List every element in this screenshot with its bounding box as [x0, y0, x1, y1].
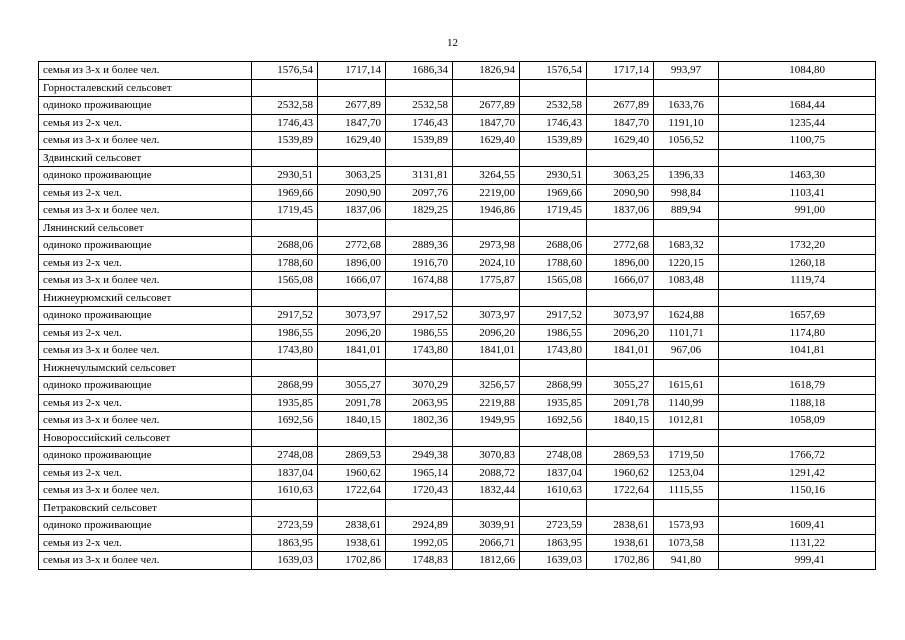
empty-cell — [386, 149, 453, 167]
value-cell: 1666,07 — [318, 272, 386, 290]
value-cell: 1743,80 — [520, 342, 587, 360]
value-cell: 1986,55 — [386, 324, 453, 342]
value-cell: 1666,07 — [587, 272, 654, 290]
value-cell: 3070,83 — [453, 447, 520, 465]
table-row — [39, 184, 876, 202]
value-cell: 1829,25 — [386, 202, 453, 220]
row-label: семья из 2-х чел. — [39, 254, 252, 272]
empty-cell — [252, 149, 318, 167]
value-cell: 1633,76 — [654, 97, 719, 115]
value-cell: 1463,30 — [719, 167, 876, 185]
table-row — [39, 342, 876, 360]
value-cell: 1837,06 — [587, 202, 654, 220]
value-cell: 1253,04 — [654, 464, 719, 482]
value-cell: 2677,89 — [318, 97, 386, 115]
value-cell: 1896,00 — [587, 254, 654, 272]
empty-cell — [453, 499, 520, 517]
value-cell: 2748,08 — [520, 447, 587, 465]
value-cell: 1683,32 — [654, 237, 719, 255]
value-cell: 1717,14 — [587, 62, 654, 80]
value-cell: 1629,40 — [318, 132, 386, 150]
value-cell: 2917,52 — [252, 307, 318, 325]
empty-cell — [252, 79, 318, 97]
value-cell: 1692,56 — [520, 412, 587, 430]
value-cell: 1260,18 — [719, 254, 876, 272]
empty-cell — [587, 149, 654, 167]
page-number: 12 — [447, 37, 458, 49]
value-cell: 1840,15 — [318, 412, 386, 430]
value-cell: 1938,61 — [318, 534, 386, 552]
section-label: Лянинский сельсовет — [39, 219, 252, 237]
value-cell: 3264,55 — [453, 167, 520, 185]
value-cell: 2532,58 — [520, 97, 587, 115]
value-cell: 1847,70 — [318, 114, 386, 132]
value-cell: 1083,48 — [654, 272, 719, 290]
empty-cell — [719, 79, 876, 97]
table-row — [39, 552, 876, 570]
value-cell: 1624,88 — [654, 307, 719, 325]
value-cell: 1717,14 — [318, 62, 386, 80]
value-cell: 1702,86 — [587, 552, 654, 570]
empty-cell — [654, 429, 719, 447]
table-row — [39, 167, 876, 185]
value-cell: 1841,01 — [587, 342, 654, 360]
value-cell: 1610,63 — [252, 482, 318, 500]
value-cell: 1686,34 — [386, 62, 453, 80]
value-cell: 1639,03 — [520, 552, 587, 570]
empty-cell — [520, 149, 587, 167]
value-cell: 2219,00 — [453, 184, 520, 202]
value-cell: 1539,89 — [520, 132, 587, 150]
value-cell: 1986,55 — [252, 324, 318, 342]
value-cell: 1896,00 — [318, 254, 386, 272]
table-row — [39, 272, 876, 290]
table-row — [39, 202, 876, 220]
value-cell: 1615,61 — [654, 377, 719, 395]
value-cell: 1837,04 — [520, 464, 587, 482]
table-row — [39, 482, 876, 500]
row-label: семья из 2-х чел. — [39, 324, 252, 342]
empty-cell — [453, 219, 520, 237]
value-cell: 1812,66 — [453, 552, 520, 570]
row-label: семья из 2-х чел. — [39, 394, 252, 412]
value-cell: 2869,53 — [587, 447, 654, 465]
value-cell: 999,41 — [719, 552, 876, 570]
value-cell: 2096,20 — [453, 324, 520, 342]
value-cell: 1826,94 — [453, 62, 520, 80]
value-cell: 1618,79 — [719, 377, 876, 395]
value-cell: 941,80 — [654, 552, 719, 570]
value-cell: 2869,53 — [318, 447, 386, 465]
value-cell: 889,94 — [654, 202, 719, 220]
value-cell: 2917,52 — [386, 307, 453, 325]
section-label: Горносталевский сельсовет — [39, 79, 252, 97]
value-cell: 1746,43 — [520, 114, 587, 132]
empty-cell — [386, 219, 453, 237]
empty-cell — [318, 79, 386, 97]
value-cell: 2091,78 — [318, 394, 386, 412]
row-label: семья из 3-х и более чел. — [39, 412, 252, 430]
empty-cell — [318, 359, 386, 377]
value-cell: 1174,80 — [719, 324, 876, 342]
value-cell: 1573,93 — [654, 517, 719, 535]
section-label: Нижнеурюмский сельсовет — [39, 289, 252, 307]
value-cell: 2868,99 — [520, 377, 587, 395]
value-cell: 1674,88 — [386, 272, 453, 290]
row-label: одиноко проживающие — [39, 517, 252, 535]
empty-cell — [587, 499, 654, 517]
value-cell: 1935,85 — [252, 394, 318, 412]
tariff-table — [38, 61, 876, 570]
empty-cell — [654, 289, 719, 307]
empty-cell — [386, 359, 453, 377]
empty-cell — [318, 429, 386, 447]
empty-cell — [654, 219, 719, 237]
empty-cell — [318, 499, 386, 517]
table-row — [39, 132, 876, 150]
value-cell: 1969,66 — [252, 184, 318, 202]
value-cell: 1960,62 — [587, 464, 654, 482]
value-cell: 1720,43 — [386, 482, 453, 500]
value-cell: 1719,45 — [252, 202, 318, 220]
value-cell: 1692,56 — [252, 412, 318, 430]
value-cell: 1291,42 — [719, 464, 876, 482]
value-cell: 3070,29 — [386, 377, 453, 395]
empty-cell — [719, 429, 876, 447]
value-cell: 1719,45 — [520, 202, 587, 220]
value-cell: 1191,10 — [654, 114, 719, 132]
value-cell: 2748,08 — [252, 447, 318, 465]
value-cell: 2066,71 — [453, 534, 520, 552]
value-cell: 1863,95 — [520, 534, 587, 552]
row-label: одиноко проживающие — [39, 167, 252, 185]
empty-cell — [719, 289, 876, 307]
section-header-row — [39, 359, 876, 377]
row-label: семья из 2-х чел. — [39, 114, 252, 132]
value-cell: 2924,89 — [386, 517, 453, 535]
section-label: Нижнечулымский сельсовет — [39, 359, 252, 377]
section-header-row — [39, 149, 876, 167]
table-row — [39, 464, 876, 482]
value-cell: 1788,60 — [520, 254, 587, 272]
empty-cell — [386, 499, 453, 517]
table-row — [39, 324, 876, 342]
value-cell: 2889,36 — [386, 237, 453, 255]
row-label: семья из 3-х и более чел. — [39, 552, 252, 570]
empty-cell — [520, 359, 587, 377]
value-cell: 1722,64 — [587, 482, 654, 500]
empty-cell — [318, 289, 386, 307]
empty-cell — [654, 499, 719, 517]
value-cell: 1746,43 — [386, 114, 453, 132]
value-cell: 3039,91 — [453, 517, 520, 535]
value-cell: 1837,04 — [252, 464, 318, 482]
value-cell: 2688,06 — [520, 237, 587, 255]
value-cell: 2097,76 — [386, 184, 453, 202]
value-cell: 2096,20 — [587, 324, 654, 342]
value-cell: 3131,81 — [386, 167, 453, 185]
value-cell: 1576,54 — [252, 62, 318, 80]
value-cell: 3063,25 — [587, 167, 654, 185]
table-row — [39, 237, 876, 255]
row-label: одиноко проживающие — [39, 307, 252, 325]
value-cell: 1960,62 — [318, 464, 386, 482]
value-cell: 2090,90 — [318, 184, 386, 202]
value-cell: 1576,54 — [520, 62, 587, 80]
empty-cell — [386, 79, 453, 97]
empty-cell — [318, 219, 386, 237]
value-cell: 1766,72 — [719, 447, 876, 465]
value-cell: 1056,52 — [654, 132, 719, 150]
value-cell: 1992,05 — [386, 534, 453, 552]
empty-cell — [453, 289, 520, 307]
section-header-row — [39, 79, 876, 97]
value-cell: 2930,51 — [252, 167, 318, 185]
row-label: семья из 3-х и более чел. — [39, 132, 252, 150]
value-cell: 2772,68 — [587, 237, 654, 255]
empty-cell — [719, 219, 876, 237]
value-cell: 1788,60 — [252, 254, 318, 272]
value-cell: 2219,88 — [453, 394, 520, 412]
empty-cell — [520, 289, 587, 307]
empty-cell — [520, 429, 587, 447]
value-cell: 1140,99 — [654, 394, 719, 412]
value-cell: 1150,16 — [719, 482, 876, 500]
value-cell: 1565,08 — [520, 272, 587, 290]
empty-cell — [654, 79, 719, 97]
value-cell: 1041,81 — [719, 342, 876, 360]
value-cell: 1539,89 — [252, 132, 318, 150]
row-label: одиноко проживающие — [39, 447, 252, 465]
value-cell: 1746,43 — [252, 114, 318, 132]
value-cell: 1837,06 — [318, 202, 386, 220]
value-cell: 1938,61 — [587, 534, 654, 552]
value-cell: 1832,44 — [453, 482, 520, 500]
row-label: семья из 3-х и более чел. — [39, 342, 252, 360]
value-cell: 1969,66 — [520, 184, 587, 202]
empty-cell — [654, 149, 719, 167]
row-label: семья из 3-х и более чел. — [39, 272, 252, 290]
value-cell: 3055,27 — [318, 377, 386, 395]
row-label: одиноко проживающие — [39, 377, 252, 395]
empty-cell — [654, 359, 719, 377]
value-cell: 993,97 — [654, 62, 719, 80]
value-cell: 1629,40 — [587, 132, 654, 150]
empty-cell — [587, 219, 654, 237]
empty-cell — [719, 149, 876, 167]
value-cell: 2949,38 — [386, 447, 453, 465]
empty-cell — [252, 429, 318, 447]
value-cell: 2688,06 — [252, 237, 318, 255]
table-row — [39, 534, 876, 552]
value-cell: 2677,89 — [453, 97, 520, 115]
value-cell: 1657,69 — [719, 307, 876, 325]
value-cell: 2091,78 — [587, 394, 654, 412]
value-cell: 1743,80 — [386, 342, 453, 360]
value-cell: 3256,57 — [453, 377, 520, 395]
value-cell: 1748,83 — [386, 552, 453, 570]
value-cell: 2088,72 — [453, 464, 520, 482]
row-label: одиноко проживающие — [39, 237, 252, 255]
section-header-row — [39, 289, 876, 307]
value-cell: 1220,15 — [654, 254, 719, 272]
value-cell: 1610,63 — [520, 482, 587, 500]
value-cell: 1188,18 — [719, 394, 876, 412]
value-cell: 1935,85 — [520, 394, 587, 412]
value-cell: 1732,20 — [719, 237, 876, 255]
value-cell: 1235,44 — [719, 114, 876, 132]
value-cell: 1916,70 — [386, 254, 453, 272]
empty-cell — [719, 499, 876, 517]
row-label: семья из 3-х и более чел. — [39, 202, 252, 220]
value-cell: 1702,86 — [318, 552, 386, 570]
section-label: Петраковский сельсовет — [39, 499, 252, 517]
empty-cell — [520, 79, 587, 97]
value-cell: 3073,97 — [587, 307, 654, 325]
value-cell: 2772,68 — [318, 237, 386, 255]
value-cell: 3055,27 — [587, 377, 654, 395]
value-cell: 1946,86 — [453, 202, 520, 220]
value-cell: 2723,59 — [520, 517, 587, 535]
value-cell: 1100,75 — [719, 132, 876, 150]
table-row — [39, 517, 876, 535]
empty-cell — [252, 499, 318, 517]
value-cell: 1847,70 — [453, 114, 520, 132]
value-cell: 1115,55 — [654, 482, 719, 500]
table-row — [39, 307, 876, 325]
empty-cell — [386, 429, 453, 447]
row-label: семья из 3-х и более чел. — [39, 62, 252, 80]
empty-cell — [520, 499, 587, 517]
section-label: Здвинский сельсовет — [39, 149, 252, 167]
empty-cell — [386, 289, 453, 307]
value-cell: 2930,51 — [520, 167, 587, 185]
value-cell: 1684,44 — [719, 97, 876, 115]
section-header-row — [39, 499, 876, 517]
value-cell: 1743,80 — [252, 342, 318, 360]
value-cell: 1609,41 — [719, 517, 876, 535]
section-header-row — [39, 219, 876, 237]
value-cell: 2024,10 — [453, 254, 520, 272]
value-cell: 1058,09 — [719, 412, 876, 430]
empty-cell — [453, 429, 520, 447]
value-cell: 991,00 — [719, 202, 876, 220]
value-cell: 2096,20 — [318, 324, 386, 342]
value-cell: 2973,98 — [453, 237, 520, 255]
value-cell: 2838,61 — [318, 517, 386, 535]
value-cell: 1986,55 — [520, 324, 587, 342]
value-cell: 1565,08 — [252, 272, 318, 290]
value-cell: 1802,36 — [386, 412, 453, 430]
value-cell: 2063,95 — [386, 394, 453, 412]
value-cell: 1539,89 — [386, 132, 453, 150]
table-row — [39, 377, 876, 395]
value-cell: 2917,52 — [520, 307, 587, 325]
empty-cell — [252, 359, 318, 377]
value-cell: 1012,81 — [654, 412, 719, 430]
value-cell: 1965,14 — [386, 464, 453, 482]
value-cell: 1119,74 — [719, 272, 876, 290]
empty-cell — [587, 79, 654, 97]
table-row — [39, 97, 876, 115]
table-row — [39, 114, 876, 132]
empty-cell — [453, 149, 520, 167]
empty-cell — [587, 359, 654, 377]
value-cell: 1101,71 — [654, 324, 719, 342]
table-row — [39, 447, 876, 465]
value-cell: 2090,90 — [587, 184, 654, 202]
value-cell: 1841,01 — [318, 342, 386, 360]
value-cell: 1131,22 — [719, 534, 876, 552]
value-cell: 1103,41 — [719, 184, 876, 202]
empty-cell — [318, 149, 386, 167]
empty-cell — [453, 359, 520, 377]
value-cell: 1863,95 — [252, 534, 318, 552]
value-cell: 1949,95 — [453, 412, 520, 430]
empty-cell — [719, 359, 876, 377]
value-cell: 1722,64 — [318, 482, 386, 500]
table-row — [39, 394, 876, 412]
row-label: семья из 2-х чел. — [39, 184, 252, 202]
value-cell: 1775,87 — [453, 272, 520, 290]
empty-cell — [587, 289, 654, 307]
value-cell: 3073,97 — [453, 307, 520, 325]
value-cell: 2838,61 — [587, 517, 654, 535]
row-label: одиноко проживающие — [39, 97, 252, 115]
empty-cell — [587, 429, 654, 447]
row-label: семья из 3-х и более чел. — [39, 482, 252, 500]
section-label: Новороссийский сельсовет — [39, 429, 252, 447]
value-cell: 1073,58 — [654, 534, 719, 552]
value-cell: 1719,50 — [654, 447, 719, 465]
row-label: семья из 2-х чел. — [39, 464, 252, 482]
value-cell: 1840,15 — [587, 412, 654, 430]
table-row — [39, 62, 876, 80]
empty-cell — [453, 79, 520, 97]
value-cell: 2532,58 — [386, 97, 453, 115]
value-cell: 998,84 — [654, 184, 719, 202]
value-cell: 2723,59 — [252, 517, 318, 535]
value-cell: 1084,80 — [719, 62, 876, 80]
row-label: семья из 2-х чел. — [39, 534, 252, 552]
empty-cell — [252, 219, 318, 237]
value-cell: 1629,40 — [453, 132, 520, 150]
value-cell: 3063,25 — [318, 167, 386, 185]
value-cell: 1841,01 — [453, 342, 520, 360]
value-cell: 1396,33 — [654, 167, 719, 185]
value-cell: 2532,58 — [252, 97, 318, 115]
value-cell: 3073,97 — [318, 307, 386, 325]
value-cell: 2677,89 — [587, 97, 654, 115]
empty-cell — [520, 219, 587, 237]
table-row — [39, 412, 876, 430]
value-cell: 1639,03 — [252, 552, 318, 570]
section-header-row — [39, 429, 876, 447]
value-cell: 967,06 — [654, 342, 719, 360]
value-cell: 2868,99 — [252, 377, 318, 395]
table-row — [39, 254, 876, 272]
value-cell: 1847,70 — [587, 114, 654, 132]
empty-cell — [252, 289, 318, 307]
